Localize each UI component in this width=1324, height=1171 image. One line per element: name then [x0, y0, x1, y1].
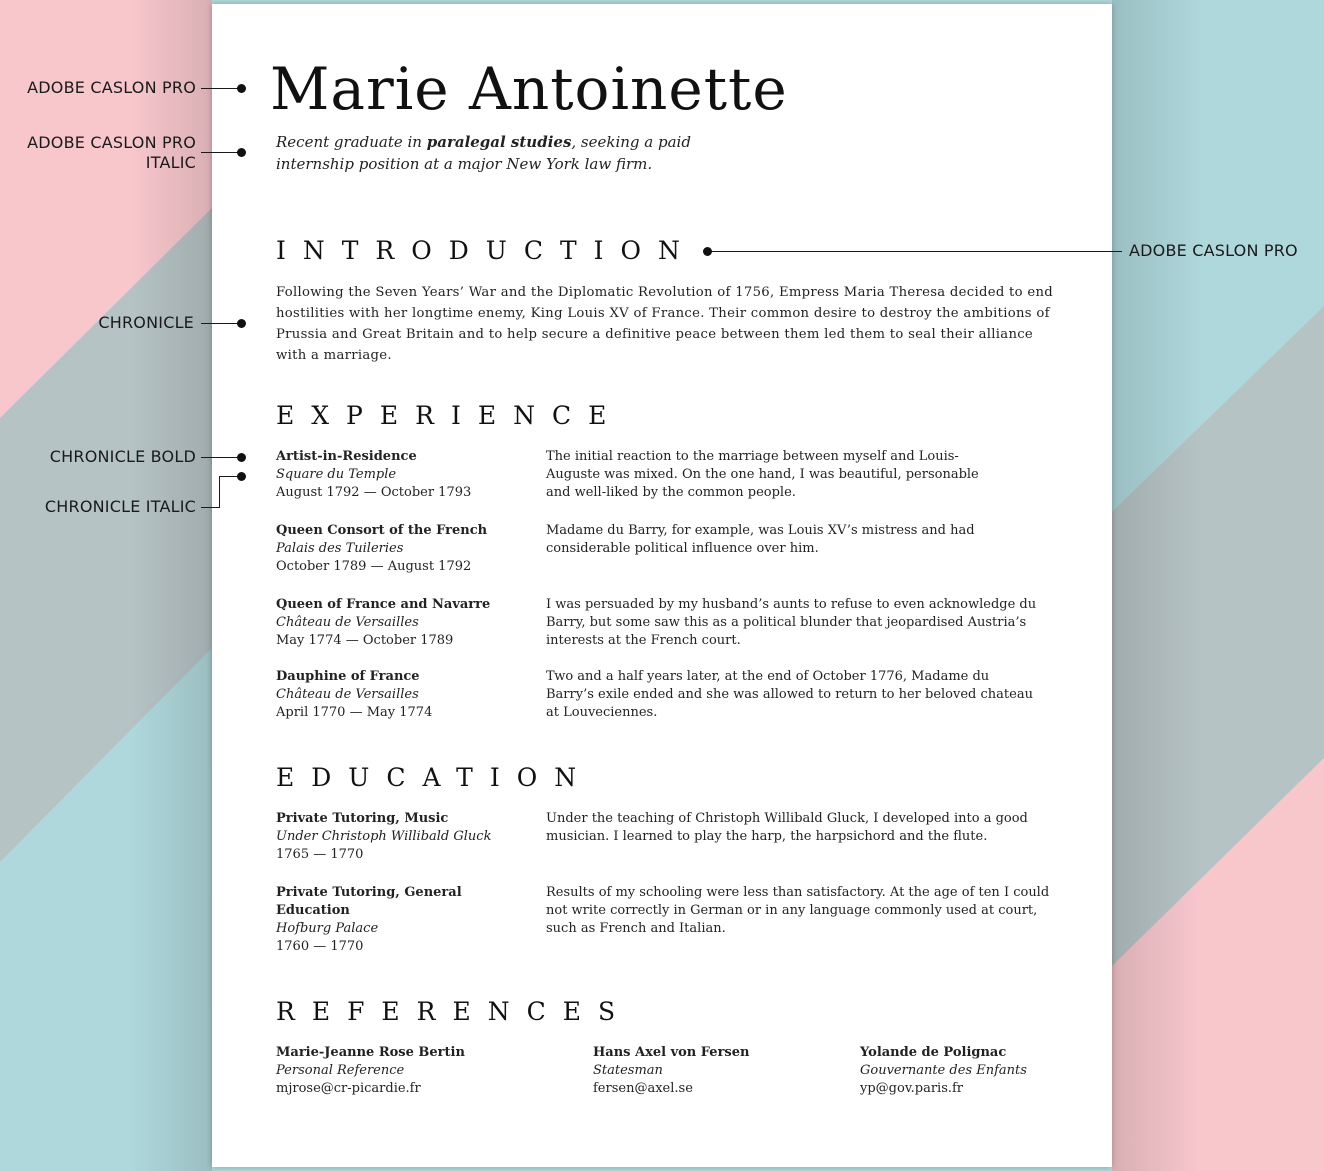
introduction-text: Following the Seven Years’ War and the Diplomatic Revolution of 1756, Empress Maria Theresa decided to end hostilities with her longtime enemy, King Louis XV of France. Their common desire to destroy the ambitions of Prussia and Great Britain and to help secure a definitive peace between them led them to seal their alliance with a marriage. — [276, 285, 1054, 363]
entry-title: Private Tutoring, Music — [276, 811, 449, 826]
annotation-dot — [237, 453, 246, 462]
reference-email[interactable]: yp@gov.paris.fr — [860, 1081, 964, 1096]
references-heading: REFERENCES — [276, 997, 633, 1026]
entry-dates: October 1789 — August 1792 — [276, 559, 472, 574]
entry-title: Queen Consort of the French — [276, 523, 488, 538]
reference-entry — [860, 1044, 1027, 1098]
reference-entry — [276, 1044, 465, 1098]
annotation-heading-font: ADOBE CASLON PRO — [1129, 241, 1298, 260]
entry-place: Square du Temple — [276, 467, 397, 482]
entry-title: Private Tutoring, General Education — [276, 885, 462, 918]
annotation-line — [710, 251, 1122, 252]
education-heading: EDUCATION — [276, 763, 594, 792]
tagline-pre: Recent graduate in — [276, 133, 427, 151]
entry-dates: 1765 — 1770 — [276, 847, 364, 862]
reference-role: Statesman — [593, 1063, 663, 1078]
annotation-name-font: ADOBE CASLON PRO — [27, 78, 196, 97]
entry-description: Under the teaching of Christoph Willibald Gluck, I developed into a good musician. I learned to play the harp, the harpsichord and the flute. — [546, 811, 1028, 844]
resume-name: Marie Antoinette — [270, 55, 788, 123]
annotation-line — [201, 457, 241, 458]
reference-entry — [593, 1044, 749, 1098]
annotation-bold-font: CHRONICLE BOLD — [49, 447, 196, 466]
experience-heading: EXPERIENCE — [276, 401, 624, 430]
tagline-bold: paralegal studies — [426, 133, 572, 151]
annotation-dot — [237, 472, 246, 481]
experience-entry — [276, 448, 471, 502]
annotation-line — [201, 88, 241, 89]
entry-place: Château de Versailles — [276, 615, 419, 630]
annotation-tagline-font — [10, 133, 196, 173]
entry-place: Under Christoph Willibald Gluck — [276, 829, 492, 844]
resume-page — [212, 4, 1112, 1167]
entry-place: Palais des Tuileries — [276, 541, 404, 556]
education-entry — [276, 810, 526, 864]
entry-dates: 1760 — 1770 — [276, 939, 364, 954]
entry-dates: May 1774 — October 1789 — [276, 633, 454, 648]
experience-entry — [276, 522, 487, 576]
entry-description: I was persuaded by my husband’s aunts to refuse to even acknowledge du Barry, but some saw this as a political blunder that jeopardised Austria’s interests at the French court. — [546, 597, 1037, 648]
resume-tagline — [276, 131, 696, 175]
introduction-heading: INTRODUCTION — [276, 236, 697, 265]
annotation-dot — [237, 84, 246, 93]
annotation-line — [219, 476, 220, 508]
entry-dates: April 1770 — May 1774 — [276, 705, 433, 720]
entry-description: Results of my schooling were less than satisfactory. At the age of ten I could not write correctly in German or in any language commonly used at court, such as French and Italian. — [546, 885, 1050, 936]
reference-name: Hans Axel von Fersen — [593, 1045, 750, 1060]
reference-role: Gouvernante des Enfants — [860, 1063, 1027, 1078]
entry-description: Madame du Barry, for example, was Louis XV’s mistress and had considerable political influence over him. — [546, 523, 975, 556]
reference-role: Personal Reference — [276, 1063, 405, 1078]
entry-place: Hofburg Palace — [276, 921, 379, 936]
entry-description: The initial reaction to the marriage between myself and Louis-Auguste was mixed. On the one hand, I was beautiful, personable and well-liked by the common people. — [546, 449, 979, 500]
education-entry — [276, 884, 506, 956]
reference-name: Yolande de Polignac — [860, 1045, 1007, 1060]
annotation-dot — [237, 319, 246, 328]
entry-place: Château de Versailles — [276, 687, 419, 702]
annotation-tagline-line2: ITALIC — [145, 153, 196, 172]
annotation-line — [201, 323, 241, 324]
entry-title: Artist-in-Residence — [276, 449, 417, 464]
annotation-line — [201, 507, 219, 508]
annotation-italic-font: CHRONICLE ITALIC — [44, 497, 196, 516]
annotation-line — [201, 152, 241, 153]
annotation-body-font: CHRONICLE — [98, 313, 194, 332]
entry-title: Queen of France and Navarre — [276, 597, 491, 612]
reference-email[interactable]: fersen@axel.se — [593, 1081, 693, 1096]
tagline-post: , seeking a paid internship position at a major New York law firm. — [276, 133, 691, 173]
experience-entry — [276, 668, 432, 722]
entry-description: Two and a half years later, at the end of October 1776, Madame du Barry’s exile ended and she was allowed to return to her beloved chateau at Louveciennes. — [546, 669, 1033, 720]
reference-email[interactable]: mjrose@cr-picardie.fr — [276, 1081, 421, 1096]
entry-dates: August 1792 — October 1793 — [276, 485, 472, 500]
annotation-tagline-line1: ADOBE CASLON PRO — [27, 133, 196, 152]
annotation-dot — [237, 148, 246, 157]
reference-name: Marie-Jeanne Rose Bertin — [276, 1045, 465, 1060]
entry-title: Dauphine of France — [276, 669, 420, 684]
annotation-dot — [703, 247, 712, 256]
experience-entry — [276, 596, 490, 650]
